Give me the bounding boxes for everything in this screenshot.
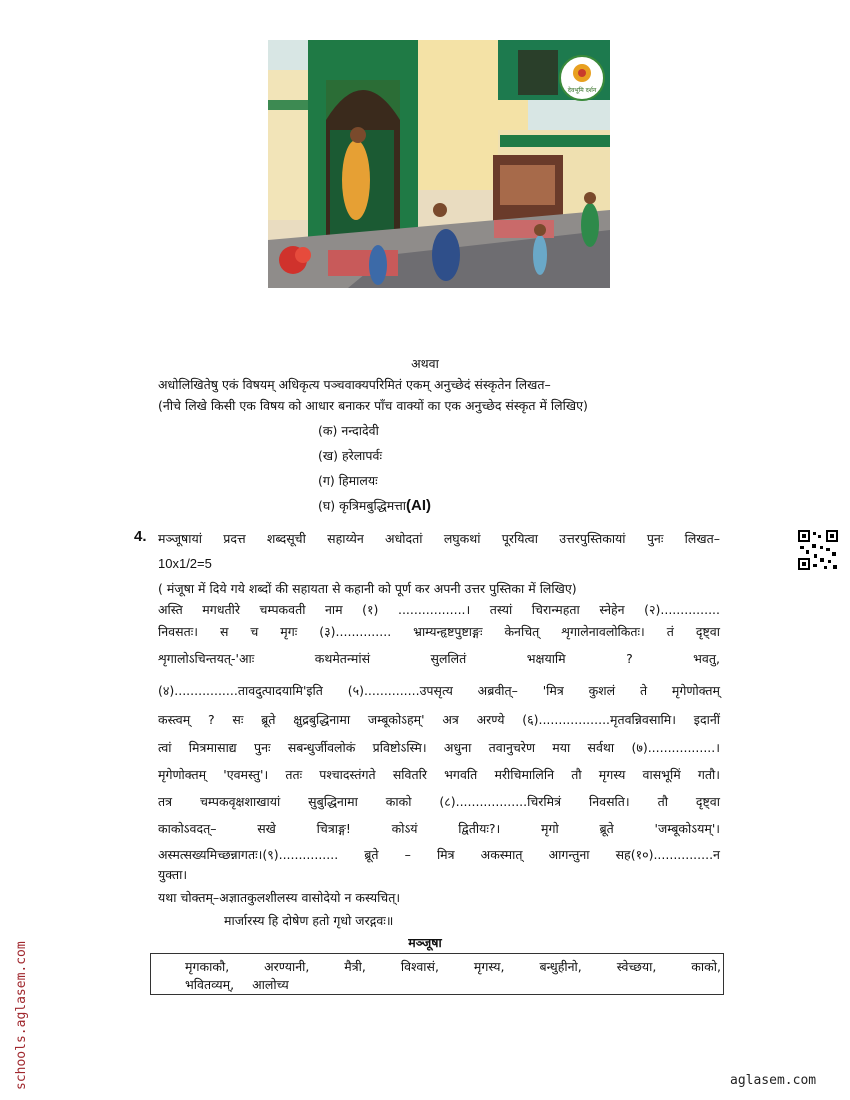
topic-item bbox=[318, 497, 431, 514]
word-item: अरण्यानी, bbox=[264, 959, 310, 974]
topic-item: (ग) हिमालयः bbox=[318, 473, 378, 488]
word-item: मृगस्य, bbox=[473, 959, 505, 974]
footer-watermark: aglasem.com bbox=[730, 1073, 817, 1088]
question-hindi: ( मंजूषा में दिये गये शब्दों की सहायता से कहानी को पूर्ण कर अपनी उत्तर पुस्तिका में लिखिए) bbox=[158, 581, 577, 596]
qr-code bbox=[798, 530, 838, 570]
illustration-market-scene bbox=[268, 40, 610, 288]
athava-heading: अथवा bbox=[411, 356, 439, 371]
topic-suffix: (AI) bbox=[406, 497, 432, 514]
manjusha-title: मञ्जूषा bbox=[408, 935, 442, 950]
verse-line: यथा चोक्तम्–अज्ञातकुलशीलस्य वासोदेयो न कस्यचित्। bbox=[158, 890, 401, 905]
story-line: (४)................तावदुत्पादयामि'इति (५)..............उपसृत्य अब्रवीत्– 'मित्र कुशलं ते मृगेणोक्तम् bbox=[158, 683, 720, 698]
word-item: मैत्री, bbox=[344, 959, 366, 974]
topic-item: (क) नन्दादेवी bbox=[318, 423, 379, 438]
story-line: निवसतः। स च मृगः (३).............. भ्राम्यन्हृष्टपुष्टाङ्गः केनचित् शृगालेनावलोकितः। तं दृष्ट्वा bbox=[158, 624, 720, 639]
story-line: तत्र चम्पकवृक्षशाखायां सुबुद्धिनामा काको (८)..................चिरमित्रं निवसति। तौ दृष्ट्वा bbox=[158, 794, 720, 809]
story-line: मृगेणोक्तम् 'एवमस्तु'। ततः पश्चादस्तंगते सवितरि भगवति मरीचिमालिनि तौ मृगस्य वासभूमिं गतौ। bbox=[158, 767, 720, 782]
story-line: युक्ता। bbox=[158, 867, 188, 882]
word-item: आलोच्य bbox=[252, 977, 289, 992]
topic-item: (ख) हरेलापर्वः bbox=[318, 448, 382, 463]
verse-line: मार्जारस्य हि दोषेण हतो गृधो जरद्गवः॥ bbox=[224, 913, 394, 928]
side-watermark: schools.aglasem.com bbox=[14, 941, 29, 1090]
word-item: बन्धुहीनो, bbox=[539, 959, 582, 974]
question-number: 4. bbox=[134, 528, 147, 545]
instruction-sanskrit: अधोलिखितेषु एकं विषयम् अधिकृत्य पञ्चवाक्यपरिमितं एकम् अनुच्छेदं संस्कृतेन लिखत– bbox=[158, 377, 551, 392]
question-marks: 10x1/2=5 bbox=[158, 556, 212, 571]
story-line: अस्मत्सख्यमिच्छन्नागतः।(९)............... ब्रूते – मित्र अकस्मात् आगन्तुना सह(१०)...............न bbox=[158, 847, 720, 862]
word-item: स्वेच्छया, bbox=[616, 959, 657, 974]
instruction-hindi: (नीचे लिखे किसी एक विषय को आधार बनाकर पाँच वाक्यों का एक अनुच्छेद संस्कृत में लिखिए) bbox=[158, 398, 588, 413]
logo-text: देवभूमि दर्शन bbox=[567, 87, 597, 94]
story-line: शृगालोऽचिन्तयत्-'आः कथमेतन्मांसं सुललितं भक्षयामि ? भवतु, bbox=[158, 651, 720, 666]
story-line: कस्त्वम् ? सः ब्रूते क्षुद्रबुद्धिनामा जम्बूकोऽहम्' अत्र अरण्ये (६)..................मृतवन्निवसामि। इदानीं bbox=[158, 712, 720, 727]
word-item: मृगकाकौ, bbox=[185, 959, 230, 974]
story-line: अस्ति मगधतीरे चम्पकवती नाम (१) .................। तस्यां चिरान्महता स्नेहेन (२)............... bbox=[158, 602, 720, 617]
word-item: भवितव्यम्, bbox=[185, 977, 235, 992]
topic-label: (घ) कृत्रिमबुद्धिमत्ता bbox=[318, 498, 407, 513]
word-item: विश्वासं, bbox=[400, 959, 439, 974]
word-item: काको, bbox=[691, 959, 721, 974]
story-line: त्वां मित्रमासाद्य पुनः सबन्धुर्जीवलोकं प्रविष्टोऽस्मि। अधुना तवानुचरेण मया सर्वथा (७).................। bbox=[158, 740, 720, 755]
story-line: काकोऽवदत्– सखे चित्राङ्ग! कोऽयं द्वितीयः?। मृगो ब्रूते 'जम्बूकोऽयम्'। bbox=[158, 821, 720, 836]
question-text: मञ्जूषायां प्रदत्त शब्दसूची सहाय्येन अधोदतां लघुकथां पूरयित्वा उत्तरपुस्तिकायां पुनः लिखत– bbox=[158, 531, 720, 546]
manjusha-box bbox=[150, 953, 724, 995]
